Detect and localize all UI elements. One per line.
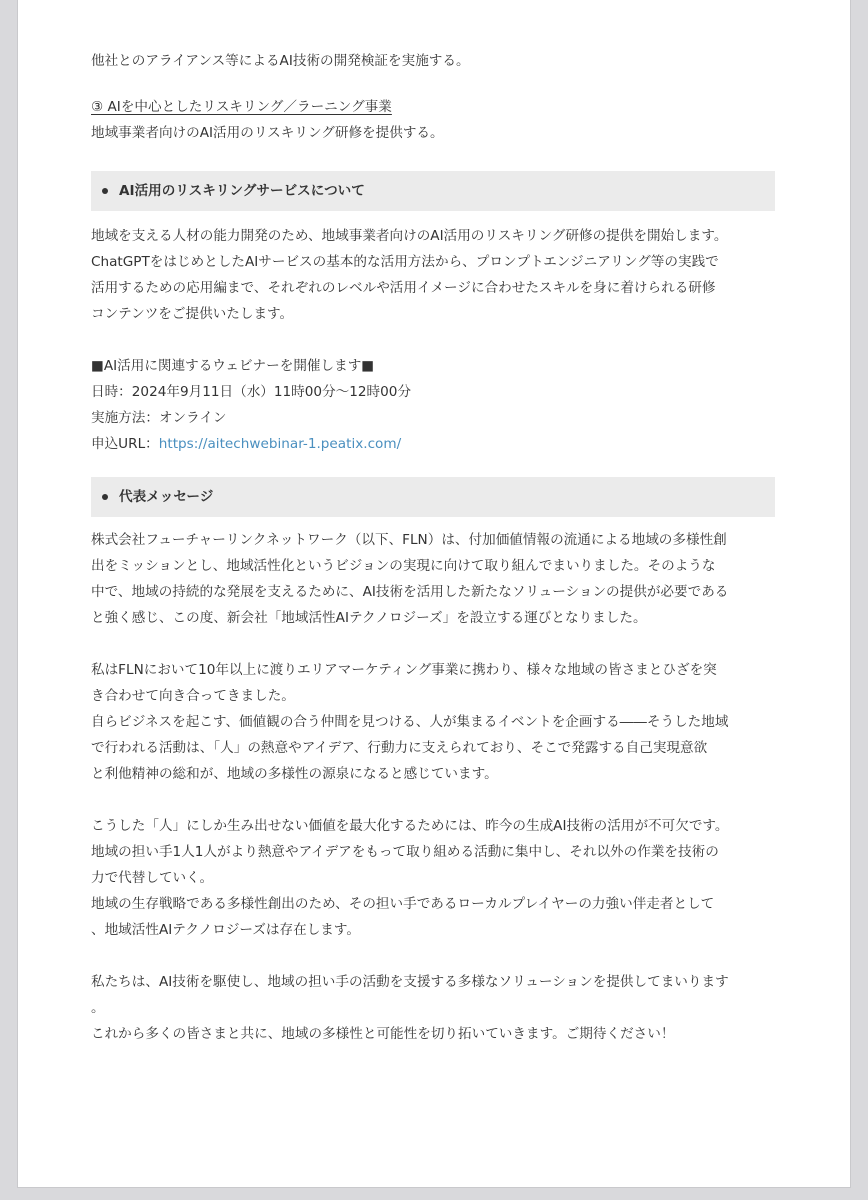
paragraph-line: き合わせて向き合ってきました。 xyxy=(91,688,295,704)
webinar-title: ■AI活用に関連するウェビナーを開催します■ xyxy=(91,358,375,374)
paragraph-line: 中で、地域の持続的な発展を支えるために、AI技術を活用した新たなソリューションの提供が必要である xyxy=(91,584,729,600)
webinar-date: 日時：2024年9月11日（水）11時00分～12時00分 xyxy=(91,384,412,400)
document-content xyxy=(91,0,791,1047)
paragraph-line: 地域を支える人材の能力開発のため、地域事業者向けのAI活用のリスキリング研修の提供を開始します。 xyxy=(91,228,728,244)
paragraph-line: 私たちは、AI技術を駆使し、地域の担い手の活動を支援する多様なソリューションを提供してまいります xyxy=(91,974,729,990)
section-heading-message xyxy=(91,477,775,517)
section-heading-text: 代表メッセージ xyxy=(119,489,214,505)
document-page xyxy=(17,0,851,1188)
paragraph-line: ChatGPTをはじめとしたAIサービスの基本的な活用方法から、プロンプトエンジニアリング等の実践で xyxy=(91,254,719,270)
paragraph-line: 私はFLNにおいて10年以上に渡りエリアマーケティング事業に携わり、様々な地域の皆さまとひざを突 xyxy=(91,662,717,678)
webinar-url-row xyxy=(91,431,791,457)
intro-line: 他社とのアライアンス等によるAI技術の開発検証を実施する。 xyxy=(91,53,470,69)
item3-title: ③ AIを中心としたリスキリング／ラーニング事業 xyxy=(91,99,392,115)
paragraph-line: 株式会社フューチャーリンクネットワーク（以下、FLN）は、付加価値情報の流通による地域の多様性創 xyxy=(91,532,727,548)
webinar-method: 実施方法：オンライン xyxy=(91,410,227,426)
paragraph-line: 、地域活性AIテクノロジーズは存在します。 xyxy=(91,922,361,938)
paragraph-line: これから多くの皆さまと共に、地域の多様性と可能性を切り拓いていきます。ご期待ください！ xyxy=(91,1026,675,1042)
url-label: 申込URL： xyxy=(91,436,159,452)
paragraph-line: 。 xyxy=(91,1000,105,1016)
section-heading-reskilling xyxy=(91,171,775,211)
bullet-icon xyxy=(102,188,108,194)
paragraph-line: こうした「人」にしか生み出せない価値を最大化するためには、昨今の生成AI技術の活用が不可欠です。 xyxy=(91,818,729,834)
section-heading-text: AI活用のリスキリングサービスについて xyxy=(119,183,365,199)
bullet-icon xyxy=(102,494,108,500)
webinar-url-link[interactable]: https://aitechwebinar-1.peatix.com/ xyxy=(158,436,402,452)
paragraph-line: 地域の担い手1人1人がより熱意やアイデアをもって取り組める活動に集中し、それ以外の作業を技術の xyxy=(91,844,719,860)
paragraph-line: と強く感じ、この度、新会社「地域活性AIテクノロジーズ」を設立する運びとなりました。 xyxy=(91,610,647,626)
paragraph-line: 力で代替していく。 xyxy=(91,870,214,886)
paragraph-line: コンテンツをご提供いたします。 xyxy=(91,306,294,322)
paragraph-line: 出をミッションとし、地域活性化というビジョンの実現に向けて取り組んでまいりました。そのような xyxy=(91,558,716,574)
paragraph-line: 自らビジネスを起こす、価値観の合う仲間を見つける、人が集まるイベントを企画する――そうした地域 xyxy=(91,714,729,730)
item3-body: 地域事業者向けのAI活用のリスキリング研修を提供する。 xyxy=(91,125,444,141)
paragraph-line: と利他精神の総和が、地域の多様性の源泉になると感じています。 xyxy=(91,766,498,782)
paragraph-line: 地域の生存戦略である多様性創出のため、その担い手であるローカルプレイヤーの力強い伴走者として xyxy=(91,896,715,912)
paragraph-line: で行われる活動は、「人」の熱意やアイデア、行動力に支えられており、そこで発露する自己実現意欲 xyxy=(91,740,708,756)
paragraph-line: 活用するための応用編まで、それぞれのレベルや活用イメージに合わせたスキルを身に着けられる研修 xyxy=(91,280,716,296)
